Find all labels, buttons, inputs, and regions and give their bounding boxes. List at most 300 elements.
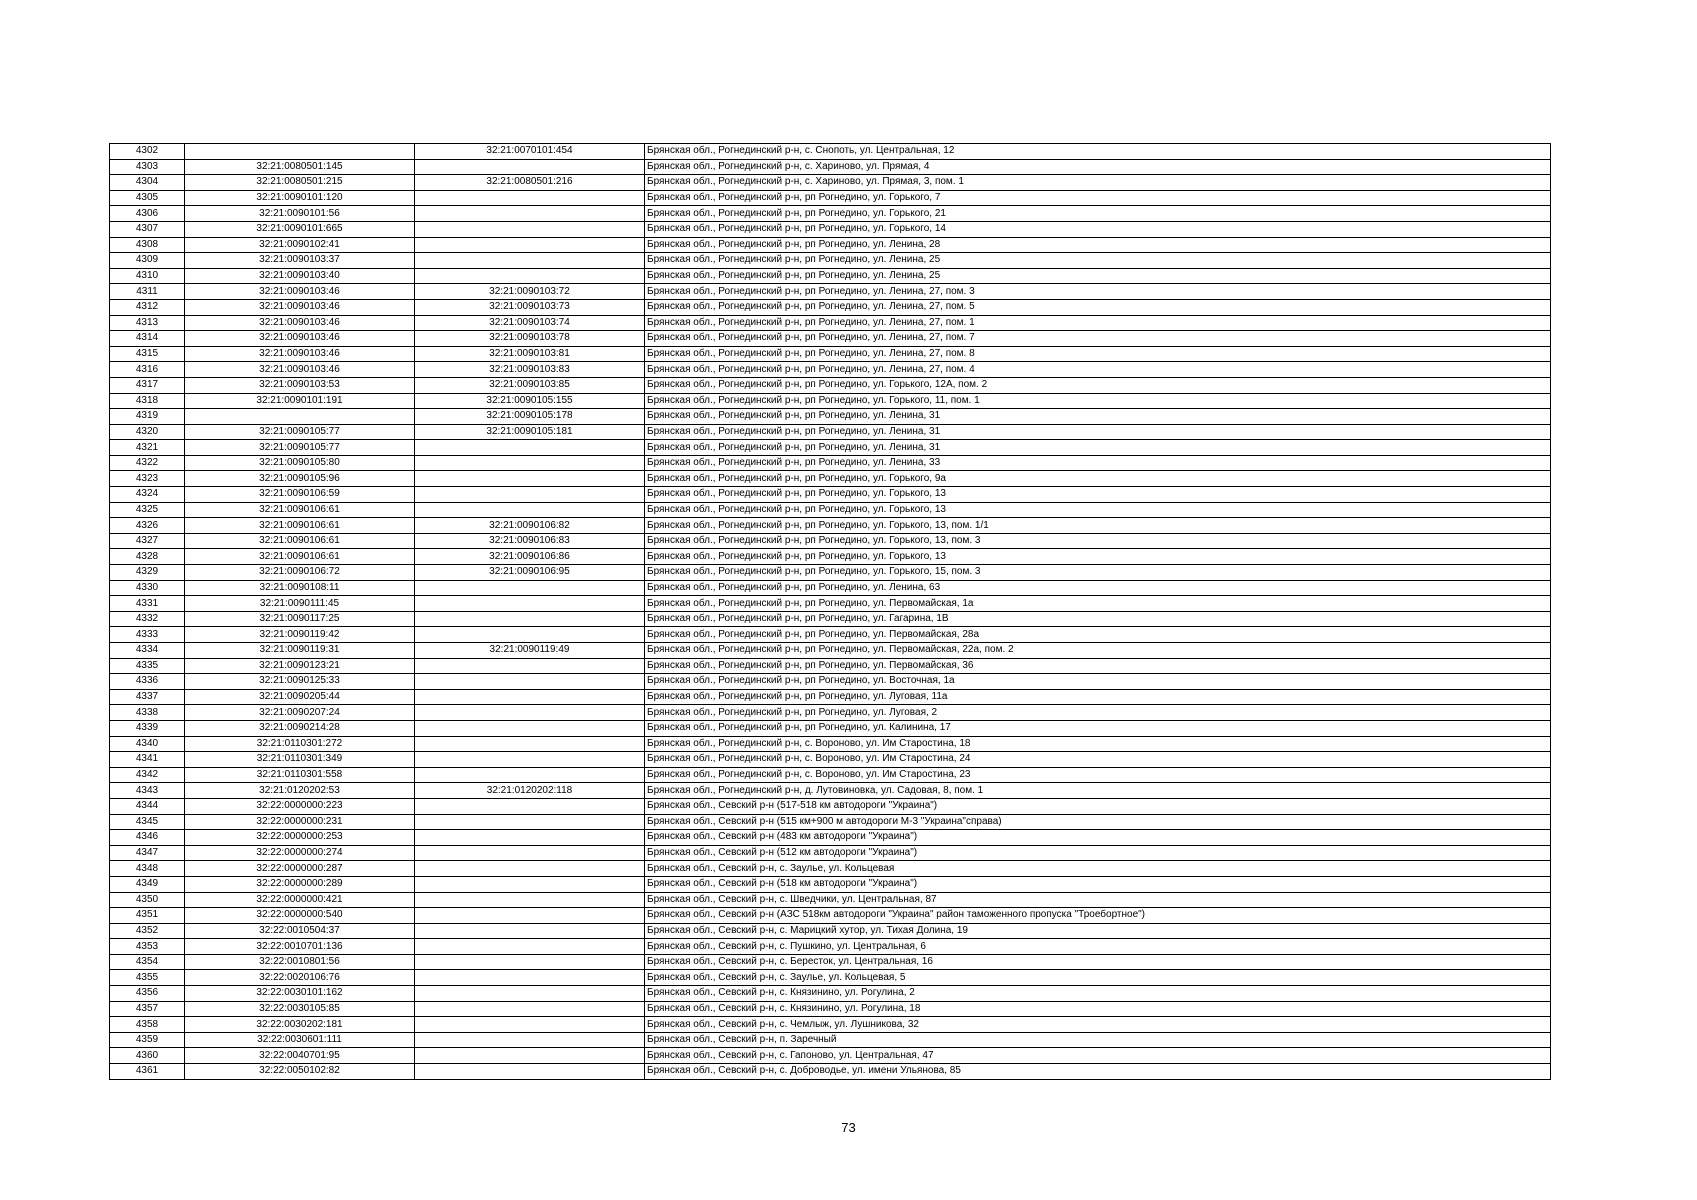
object-number-cell — [415, 767, 645, 783]
address-cell: Брянская обл., Рогнединский р-н, с. Вороново, ул. Им Старостина, 24 — [645, 752, 1551, 768]
table-row — [110, 954, 1551, 970]
table-row — [110, 331, 1551, 347]
address-cell: Брянская обл., Севский р-н, с. Пушкино, ул. Центральная, 6 — [645, 939, 1551, 955]
parcel-number-cell: 32:21:0090125:33 — [185, 674, 415, 690]
parcel-number-cell: 32:21:0090105:96 — [185, 471, 415, 487]
row-number-cell: 4349 — [110, 876, 185, 892]
parcel-number-cell: 32:21:0090102:41 — [185, 237, 415, 253]
row-number-cell: 4315 — [110, 346, 185, 362]
table-row — [110, 658, 1551, 674]
row-number-cell: 4313 — [110, 315, 185, 331]
table-body — [110, 144, 1551, 1080]
row-number-cell: 4356 — [110, 986, 185, 1002]
parcel-number-cell: 32:21:0090101:120 — [185, 190, 415, 206]
table-row — [110, 440, 1551, 456]
parcel-number-cell: 32:21:0090106:59 — [185, 487, 415, 503]
object-number-cell — [415, 720, 645, 736]
address-cell: Брянская обл., Севский р-н, с. Доброводье, ул. имени Ульянова, 85 — [645, 1064, 1551, 1080]
object-number-cell — [415, 923, 645, 939]
parcel-number-cell: 32:22:0000000:421 — [185, 892, 415, 908]
object-number-cell — [415, 159, 645, 175]
table-row — [110, 1048, 1551, 1064]
row-number-cell: 4328 — [110, 549, 185, 565]
table-row — [110, 424, 1551, 440]
row-number-cell: 4317 — [110, 377, 185, 393]
address-cell: Брянская обл., Севский р-н (АЗС 518км автодороги "Украина" район таможенного пропуска "Троебортное") — [645, 908, 1551, 924]
address-cell: Брянская обл., Рогнединский р-н, рп Рогнедино, ул. Ленина, 33 — [645, 455, 1551, 471]
address-cell: Брянская обл., Севский р-н (515 км+900 м автодороги М-3 "Украина"справа) — [645, 814, 1551, 830]
row-number-cell: 4360 — [110, 1048, 185, 1064]
parcel-number-cell: 32:22:0000000:289 — [185, 876, 415, 892]
row-number-cell: 4302 — [110, 144, 185, 160]
table-row — [110, 580, 1551, 596]
table-row — [110, 970, 1551, 986]
address-cell: Брянская обл., Рогнединский р-н, рп Рогнедино, ул. Ленина, 25 — [645, 268, 1551, 284]
address-cell: Брянская обл., Рогнединский р-н, рп Рогнедино, ул. Горького, 13 — [645, 549, 1551, 565]
parcel-number-cell: 32:21:0090105:80 — [185, 455, 415, 471]
row-number-cell: 4357 — [110, 1001, 185, 1017]
parcel-number-cell: 32:21:0090108:11 — [185, 580, 415, 596]
table-row — [110, 986, 1551, 1002]
row-number-cell: 4306 — [110, 206, 185, 222]
object-number-cell: 32:21:0090103:74 — [415, 315, 645, 331]
address-cell: Брянская обл., Рогнединский р-н, рп Рогнедино, ул. Горького, 12А, пом. 2 — [645, 377, 1551, 393]
object-number-cell: 32:21:0080501:216 — [415, 175, 645, 191]
row-number-cell: 4355 — [110, 970, 185, 986]
object-number-cell: 32:21:0120202:118 — [415, 783, 645, 799]
address-cell: Брянская обл., Рогнединский р-н, рп Рогнедино, ул. Ленина, 27, пом. 3 — [645, 284, 1551, 300]
table-row — [110, 830, 1551, 846]
page-number: 73 — [841, 1120, 856, 1135]
table-row — [110, 611, 1551, 627]
row-number-cell: 4344 — [110, 798, 185, 814]
parcel-number-cell: 32:22:0000000:274 — [185, 845, 415, 861]
parcel-number-cell: 32:21:0090111:45 — [185, 596, 415, 612]
address-cell: Брянская обл., Рогнединский р-н, рп Рогнедино, ул. Ленина, 31 — [645, 409, 1551, 425]
row-number-cell: 4343 — [110, 783, 185, 799]
row-number-cell: 4320 — [110, 424, 185, 440]
address-cell: Брянская обл., Рогнединский р-н, рп Рогнедино, ул. Ленина, 25 — [645, 253, 1551, 269]
address-cell: Брянская обл., Рогнединский р-н, рп Рогнедино, ул. Первомайская, 28а — [645, 627, 1551, 643]
row-number-cell: 4354 — [110, 954, 185, 970]
row-number-cell: 4351 — [110, 908, 185, 924]
address-cell: Брянская обл., Севский р-н, с. Марицкий хутор, ул. Тихая Долина, 19 — [645, 923, 1551, 939]
row-number-cell: 4329 — [110, 565, 185, 581]
table-row — [110, 814, 1551, 830]
table-row — [110, 783, 1551, 799]
address-cell: Брянская обл., Севский р-н (517-518 км автодороги "Украина") — [645, 798, 1551, 814]
row-number-cell: 4331 — [110, 596, 185, 612]
parcel-number-cell — [185, 144, 415, 160]
address-cell: Брянская обл., Севский р-н (512 км автодороги "Украина") — [645, 845, 1551, 861]
parcel-number-cell: 32:22:0010801:56 — [185, 954, 415, 970]
parcel-number-cell: 32:21:0090207:24 — [185, 705, 415, 721]
table-row — [110, 487, 1551, 503]
address-cell: Брянская обл., Рогнединский р-н, рп Рогнедино, ул. Горького, 14 — [645, 221, 1551, 237]
table-row — [110, 1001, 1551, 1017]
object-number-cell — [415, 1064, 645, 1080]
row-number-cell: 4358 — [110, 1017, 185, 1033]
address-cell: Брянская обл., Рогнединский р-н, рп Рогнедино, ул. Ленина, 27, пом. 7 — [645, 331, 1551, 347]
parcel-number-cell: 32:22:0000000:231 — [185, 814, 415, 830]
parcel-number-cell: 32:21:0110301:272 — [185, 736, 415, 752]
object-number-cell: 32:21:0090103:73 — [415, 299, 645, 315]
row-number-cell: 4316 — [110, 362, 185, 378]
table-row — [110, 767, 1551, 783]
row-number-cell: 4339 — [110, 720, 185, 736]
address-cell: Брянская обл., Рогнединский р-н, рп Рогнедино, ул. Горького, 21 — [645, 206, 1551, 222]
address-cell: Брянская обл., Рогнединский р-н, рп Рогнедино, ул. Горького, 13, пом. 1/1 — [645, 518, 1551, 534]
address-cell: Брянская обл., Севский р-н, с. Заулье, ул. Кольцевая — [645, 861, 1551, 877]
address-cell: Брянская обл., Рогнединский р-н, рп Рогнедино, ул. Ленина, 31 — [645, 424, 1551, 440]
object-number-cell: 32:21:0090103:83 — [415, 362, 645, 378]
parcel-number-cell: 32:21:0090103:40 — [185, 268, 415, 284]
object-number-cell — [415, 190, 645, 206]
parcel-number-cell: 32:21:0090101:191 — [185, 393, 415, 409]
row-number-cell: 4325 — [110, 502, 185, 518]
parcel-number-cell: 32:21:0090103:37 — [185, 253, 415, 269]
table-row — [110, 689, 1551, 705]
table-row — [110, 1064, 1551, 1080]
parcel-number-cell: 32:21:0090119:42 — [185, 627, 415, 643]
table-row — [110, 861, 1551, 877]
table-row — [110, 752, 1551, 768]
object-number-cell — [415, 237, 645, 253]
row-number-cell: 4326 — [110, 518, 185, 534]
row-number-cell: 4335 — [110, 658, 185, 674]
table-row — [110, 159, 1551, 175]
table-row — [110, 923, 1551, 939]
parcel-number-cell: 32:22:0010504:37 — [185, 923, 415, 939]
row-number-cell: 4324 — [110, 487, 185, 503]
address-cell: Брянская обл., Севский р-н, с. Гапоново, ул. Центральная, 47 — [645, 1048, 1551, 1064]
object-number-cell — [415, 487, 645, 503]
row-number-cell: 4321 — [110, 440, 185, 456]
row-number-cell: 4348 — [110, 861, 185, 877]
parcel-number-cell: 32:21:0090103:46 — [185, 284, 415, 300]
parcel-number-cell: 32:22:0030202:181 — [185, 1017, 415, 1033]
address-cell: Брянская обл., Рогнединский р-н, рп Рогнедино, ул. Ленина, 27, пом. 1 — [645, 315, 1551, 331]
table-row — [110, 253, 1551, 269]
table-row — [110, 315, 1551, 331]
table-row — [110, 876, 1551, 892]
table-row — [110, 299, 1551, 315]
row-number-cell: 4319 — [110, 409, 185, 425]
address-cell: Брянская обл., Севский р-н (483 км автодороги "Украина") — [645, 830, 1551, 846]
object-number-cell — [415, 689, 645, 705]
address-cell: Брянская обл., Севский р-н, с. Заулье, ул. Кольцевая, 5 — [645, 970, 1551, 986]
object-number-cell — [415, 611, 645, 627]
table-row — [110, 596, 1551, 612]
row-number-cell: 4352 — [110, 923, 185, 939]
address-cell: Брянская обл., Рогнединский р-н, рп Рогнедино, ул. Горького, 9а — [645, 471, 1551, 487]
parcel-number-cell: 32:21:0090106:61 — [185, 518, 415, 534]
address-cell: Брянская обл., Рогнединский р-н, рп Рогнедино, ул. Горького, 11, пом. 1 — [645, 393, 1551, 409]
address-cell: Брянская обл., Рогнединский р-н, с. Хариново, ул. Прямая, 4 — [645, 159, 1551, 175]
object-number-cell — [415, 908, 645, 924]
parcel-number-cell: 32:21:0090105:77 — [185, 440, 415, 456]
parcel-number-cell: 32:21:0090106:72 — [185, 565, 415, 581]
address-cell: Брянская обл., Рогнединский р-н, рп Рогнедино, ул. Луговая, 11а — [645, 689, 1551, 705]
table-row — [110, 409, 1551, 425]
object-number-cell — [415, 845, 645, 861]
parcel-number-cell: 32:21:0090106:61 — [185, 549, 415, 565]
address-cell: Брянская обл., Рогнединский р-н, рп Рогнедино, ул. Ленина, 27, пом. 5 — [645, 299, 1551, 315]
parcel-number-cell: 32:21:0090106:61 — [185, 502, 415, 518]
object-number-cell — [415, 970, 645, 986]
object-number-cell: 32:21:0090106:83 — [415, 533, 645, 549]
object-number-cell — [415, 861, 645, 877]
address-cell: Брянская обл., Рогнединский р-н, рп Рогнедино, ул. Первомайская, 36 — [645, 658, 1551, 674]
object-number-cell: 32:21:0090103:81 — [415, 346, 645, 362]
address-cell: Брянская обл., Севский р-н, с. Бересток, ул. Центральная, 16 — [645, 954, 1551, 970]
row-number-cell: 4303 — [110, 159, 185, 175]
object-number-cell — [415, 798, 645, 814]
row-number-cell: 4346 — [110, 830, 185, 846]
address-cell: Брянская обл., Рогнединский р-н, рп Рогнедино, ул. Первомайская, 22а, пом. 2 — [645, 643, 1551, 659]
object-number-cell — [415, 1001, 645, 1017]
parcel-number-cell: 32:21:0090105:77 — [185, 424, 415, 440]
row-number-cell: 4318 — [110, 393, 185, 409]
row-number-cell: 4330 — [110, 580, 185, 596]
table-row — [110, 674, 1551, 690]
object-number-cell — [415, 814, 645, 830]
row-number-cell: 4308 — [110, 237, 185, 253]
object-number-cell — [415, 471, 645, 487]
table-row — [110, 565, 1551, 581]
parcel-number-cell: 32:21:0120202:53 — [185, 783, 415, 799]
table-row — [110, 346, 1551, 362]
object-number-cell — [415, 736, 645, 752]
object-number-cell — [415, 876, 645, 892]
row-number-cell: 4336 — [110, 674, 185, 690]
address-cell: Брянская обл., Рогнединский р-н, рп Рогнедино, ул. Горького, 13 — [645, 502, 1551, 518]
object-number-cell — [415, 221, 645, 237]
row-number-cell: 4342 — [110, 767, 185, 783]
address-cell: Брянская обл., Рогнединский р-н, рп Рогнедино, ул. Ленина, 63 — [645, 580, 1551, 596]
object-number-cell — [415, 658, 645, 674]
object-number-cell — [415, 455, 645, 471]
row-number-cell: 4338 — [110, 705, 185, 721]
row-number-cell: 4340 — [110, 736, 185, 752]
parcel-number-cell: 32:22:0030601:111 — [185, 1032, 415, 1048]
parcel-number-cell: 32:22:0020106:76 — [185, 970, 415, 986]
address-cell: Брянская обл., Севский р-н, с. Чемлыж, ул. Лушникова, 32 — [645, 1017, 1551, 1033]
object-number-cell — [415, 1017, 645, 1033]
address-cell: Брянская обл., Рогнединский р-н, рп Рогнедино, ул. Гагарина, 1В — [645, 611, 1551, 627]
parcel-number-cell: 32:22:0000000:223 — [185, 798, 415, 814]
table-row — [110, 362, 1551, 378]
table-row — [110, 1032, 1551, 1048]
row-number-cell: 4309 — [110, 253, 185, 269]
table-row — [110, 549, 1551, 565]
parcel-number-cell: 32:22:0000000:287 — [185, 861, 415, 877]
address-cell: Брянская обл., Рогнединский р-н, рп Рогнедино, ул. Горького, 15, пом. 3 — [645, 565, 1551, 581]
parcel-number-cell: 32:21:0110301:349 — [185, 752, 415, 768]
table-row — [110, 720, 1551, 736]
data-table — [109, 143, 1551, 1080]
address-cell: Брянская обл., Рогнединский р-н, рп Рогнедино, ул. Горького, 7 — [645, 190, 1551, 206]
table-row — [110, 798, 1551, 814]
object-number-cell — [415, 954, 645, 970]
table-row — [110, 736, 1551, 752]
parcel-number-cell: 32:21:0090214:28 — [185, 720, 415, 736]
table-row — [110, 627, 1551, 643]
address-cell: Брянская обл., Рогнединский р-н, рп Рогнедино, ул. Восточная, 1а — [645, 674, 1551, 690]
table-row — [110, 237, 1551, 253]
object-number-cell — [415, 830, 645, 846]
object-number-cell: 32:21:0070101:454 — [415, 144, 645, 160]
table-row — [110, 845, 1551, 861]
parcel-number-cell: 32:21:0090101:56 — [185, 206, 415, 222]
row-number-cell: 4312 — [110, 299, 185, 315]
row-number-cell: 4322 — [110, 455, 185, 471]
address-cell: Брянская обл., Рогнединский р-н, рп Рогнедино, ул. Ленина, 31 — [645, 440, 1551, 456]
parcel-number-cell: 32:22:0030101:162 — [185, 986, 415, 1002]
object-number-cell: 32:21:0090103:72 — [415, 284, 645, 300]
row-number-cell: 4359 — [110, 1032, 185, 1048]
address-cell: Брянская обл., Севский р-н, с. Шведчики, ул. Центральная, 87 — [645, 892, 1551, 908]
row-number-cell: 4341 — [110, 752, 185, 768]
object-number-cell — [415, 1032, 645, 1048]
table-row — [110, 502, 1551, 518]
table-row — [110, 908, 1551, 924]
address-cell: Брянская обл., Рогнединский р-н, рп Рогнедино, ул. Горького, 13 — [645, 487, 1551, 503]
address-cell: Брянская обл., Рогнединский р-н, д. Лутовиновка, ул. Садовая, 8, пом. 1 — [645, 783, 1551, 799]
parcel-number-cell: 32:21:0090103:46 — [185, 315, 415, 331]
row-number-cell: 4334 — [110, 643, 185, 659]
address-cell: Брянская обл., Рогнединский р-н, рп Рогнедино, ул. Ленина, 27, пом. 4 — [645, 362, 1551, 378]
parcel-number-cell: 32:22:0040701:95 — [185, 1048, 415, 1064]
address-cell: Брянская обл., Рогнединский р-н, рп Рогнедино, ул. Ленина, 27, пом. 8 — [645, 346, 1551, 362]
object-number-cell — [415, 674, 645, 690]
parcel-number-cell: 32:21:0090103:46 — [185, 299, 415, 315]
table-row — [110, 939, 1551, 955]
table-row — [110, 175, 1551, 191]
row-number-cell: 4353 — [110, 939, 185, 955]
parcel-number-cell: 32:21:0090119:31 — [185, 643, 415, 659]
table-row — [110, 705, 1551, 721]
object-number-cell — [415, 580, 645, 596]
address-cell: Брянская обл., Рогнединский р-н, рп Рогнедино, ул. Первомайская, 1а — [645, 596, 1551, 612]
address-cell: Брянская обл., Рогнединский р-н, с. Вороново, ул. Им Старостина, 18 — [645, 736, 1551, 752]
row-number-cell: 4307 — [110, 221, 185, 237]
parcel-number-cell: 32:21:0110301:558 — [185, 767, 415, 783]
object-number-cell — [415, 596, 645, 612]
parcel-number-cell: 32:21:0090103:46 — [185, 346, 415, 362]
object-number-cell — [415, 253, 645, 269]
table-row — [110, 1017, 1551, 1033]
address-cell: Брянская обл., Севский р-н (518 км автодороги "Украина") — [645, 876, 1551, 892]
row-number-cell: 4311 — [110, 284, 185, 300]
object-number-cell: 32:21:0090106:86 — [415, 549, 645, 565]
address-cell: Брянская обл., Рогнединский р-н, с. Вороново, ул. Им Старостина, 23 — [645, 767, 1551, 783]
object-number-cell — [415, 892, 645, 908]
table-row — [110, 221, 1551, 237]
object-number-cell — [415, 752, 645, 768]
parcel-number-cell: 32:22:0010701:136 — [185, 939, 415, 955]
parcel-number-cell: 32:21:0090103:46 — [185, 362, 415, 378]
object-number-cell: 32:21:0090106:95 — [415, 565, 645, 581]
parcel-number-cell: 32:21:0090101:665 — [185, 221, 415, 237]
table-row — [110, 393, 1551, 409]
parcel-number-cell: 32:22:0030105:85 — [185, 1001, 415, 1017]
object-number-cell: 32:21:0090119:49 — [415, 643, 645, 659]
table-row — [110, 892, 1551, 908]
table-row — [110, 377, 1551, 393]
address-cell: Брянская обл., Рогнединский р-н, с. Снопоть, ул. Центральная, 12 — [645, 144, 1551, 160]
table-row — [110, 268, 1551, 284]
row-number-cell: 4304 — [110, 175, 185, 191]
parcel-number-cell: 32:21:0090117:25 — [185, 611, 415, 627]
object-number-cell — [415, 986, 645, 1002]
parcel-number-cell — [185, 409, 415, 425]
address-cell: Брянская обл., Рогнединский р-н, рп Рогнедино, ул. Калинина, 17 — [645, 720, 1551, 736]
address-cell: Брянская обл., Севский р-н, с. Князинино, ул. Рогулина, 18 — [645, 1001, 1551, 1017]
address-cell: Брянская обл., Севский р-н, с. Князинино, ул. Рогулина, 2 — [645, 986, 1551, 1002]
object-number-cell: 32:21:0090105:178 — [415, 409, 645, 425]
object-number-cell — [415, 268, 645, 284]
object-number-cell — [415, 1048, 645, 1064]
parcel-number-cell: 32:22:0000000:540 — [185, 908, 415, 924]
object-number-cell — [415, 206, 645, 222]
row-number-cell: 4323 — [110, 471, 185, 487]
object-number-cell: 32:21:0090103:78 — [415, 331, 645, 347]
object-number-cell — [415, 627, 645, 643]
row-number-cell: 4314 — [110, 331, 185, 347]
table-row — [110, 284, 1551, 300]
row-number-cell: 4347 — [110, 845, 185, 861]
row-number-cell: 4333 — [110, 627, 185, 643]
parcel-number-cell: 32:21:0080501:145 — [185, 159, 415, 175]
parcel-number-cell: 32:22:0000000:253 — [185, 830, 415, 846]
table-row — [110, 471, 1551, 487]
row-number-cell: 4305 — [110, 190, 185, 206]
object-number-cell: 32:21:0090105:181 — [415, 424, 645, 440]
table-row — [110, 206, 1551, 222]
table-row — [110, 455, 1551, 471]
row-number-cell: 4350 — [110, 892, 185, 908]
row-number-cell: 4337 — [110, 689, 185, 705]
parcel-number-cell: 32:21:0080501:215 — [185, 175, 415, 191]
address-cell: Брянская обл., Рогнединский р-н, рп Рогнедино, ул. Горького, 13, пом. 3 — [645, 533, 1551, 549]
table-row — [110, 533, 1551, 549]
address-cell: Брянская обл., Севский р-н, п. Заречный — [645, 1032, 1551, 1048]
row-number-cell: 4327 — [110, 533, 185, 549]
object-number-cell — [415, 705, 645, 721]
row-number-cell: 4332 — [110, 611, 185, 627]
parcel-number-cell: 32:21:0090103:53 — [185, 377, 415, 393]
address-cell: Брянская обл., Рогнединский р-н, рп Рогнедино, ул. Луговая, 2 — [645, 705, 1551, 721]
parcel-number-cell: 32:21:0090205:44 — [185, 689, 415, 705]
row-number-cell: 4345 — [110, 814, 185, 830]
parcel-number-cell: 32:21:0090123:21 — [185, 658, 415, 674]
parcel-number-cell: 32:21:0090106:61 — [185, 533, 415, 549]
address-cell: Брянская обл., Рогнединский р-н, с. Хариново, ул. Прямая, 3, пом. 1 — [645, 175, 1551, 191]
object-number-cell: 32:21:0090103:85 — [415, 377, 645, 393]
object-number-cell — [415, 502, 645, 518]
object-number-cell — [415, 440, 645, 456]
parcel-number-cell: 32:22:0050102:82 — [185, 1064, 415, 1080]
object-number-cell: 32:21:0090106:82 — [415, 518, 645, 534]
parcel-number-cell: 32:21:0090103:46 — [185, 331, 415, 347]
table-row — [110, 518, 1551, 534]
table-row — [110, 190, 1551, 206]
table-row — [110, 144, 1551, 160]
row-number-cell: 4310 — [110, 268, 185, 284]
object-number-cell — [415, 939, 645, 955]
table-row — [110, 643, 1551, 659]
